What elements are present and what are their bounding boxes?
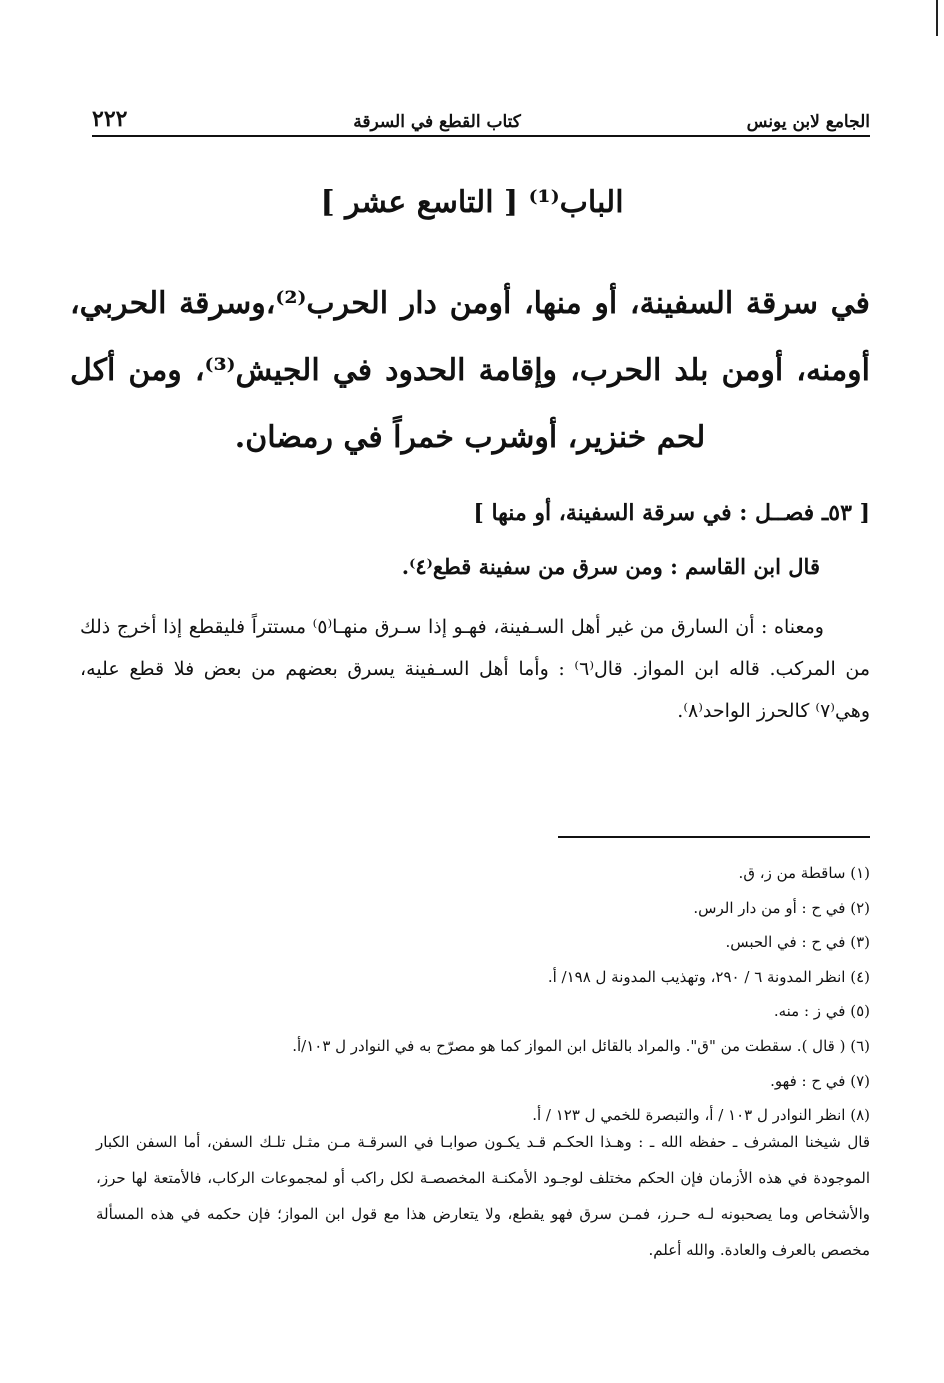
page-number: ٢٢٢: [92, 106, 128, 132]
chapter-subtitle: في سرقة السفينة، أو منها، أومن دار الحرب⁽²⁾،وسرقة الحربي، أومنه، أومن بلد الحرب، وإقامة الحدود في الجيش⁽³⁾، ومن أكل لحم خنزير، أوشرب خمراً في رمضان.: [70, 286, 870, 455]
footnote: (٣) في ح : في الحبس.: [725, 933, 870, 952]
section-heading: [ ٥٣ـ فصــل : في سرقة السفينة، أو منها ]: [473, 500, 870, 526]
ibn-alqasim-statement: قال ابن القاسم : ومن سرق من سفينة قطع⁽٤⁾.: [401, 554, 820, 579]
footnote: (١) ساقطة من ز، ق.: [738, 864, 870, 882]
footnote: (٧) في ح : فهو.: [770, 1071, 870, 1090]
footnote-comment: قال شيخنا المشرف ـ حفظه الله ـ : وهـذا الحكـم قـد يكـون صوابـا في السرقـة مـن مثـل تلـك السفن، أما السفن الكبار الموجودة في هذه الأزمان فإن الحكم مختلف لوجـود الأمكنـة المخصصـة لكل راكب أو لمجموعات الركاب، فالأمتعة لها حرز، والأشخاص وما يصحبونه لـه حـرز، فمـن سرق فهو يقطع، ولا يتعارض هذا مع قول ابن المواز؛ فإن حكمه في هذه المسألة مخصص بالعرف والعادة. والله أعلم.: [96, 1133, 870, 1259]
footnote: (٤) انظر المدونة ٦ / ٢٩٠، وتهذيب المدونة ل ١٩٨/ أ.: [547, 967, 870, 986]
footnotes-list: [100, 856, 870, 1133]
header-rule: [92, 135, 870, 137]
footnote: (٨) انظر النوادر ل ١٠٣ / أ، والتبصرة للخمي ل ١٢٣ / أ.: [532, 1106, 870, 1125]
footnote-rule: [558, 836, 870, 838]
chapter-title: الباب⁽¹⁾ [ التاسع عشر ]: [320, 185, 624, 220]
footnote: (٦) ( قال ). سقطت من "ق". والمراد بالقائل ابن المواز كما هو مصرّح به في النوادر ل ١٠٣/أ.: [292, 1036, 870, 1055]
header-book-title: الجامع لابن يونس: [746, 112, 870, 132]
footnote: (٥) في ز : منه.: [773, 1002, 870, 1021]
body-text: ومعناه : أن السارق من غير أهل السـفينة، فهـو إذا سـرق منهـا⁽٥⁾ مستتراً فليقطع إذا أخرج ذلك من المركب. قاله ابن المواز. قال⁽٦⁾ : وأما أهل السـفينة يسرق بعضهم من بعض فلا قطع عليه، وهي⁽٧⁾ كالحرز الواحد⁽٨⁾.: [80, 616, 870, 722]
header-chapter-title: كتاب القطع في السرقة: [353, 112, 521, 132]
scan-edge-mark: [936, 0, 938, 36]
footnote: (٢) في ح : أو من دار الرس.: [693, 898, 870, 917]
running-header: [92, 108, 870, 132]
body-paragraph: [80, 606, 870, 732]
